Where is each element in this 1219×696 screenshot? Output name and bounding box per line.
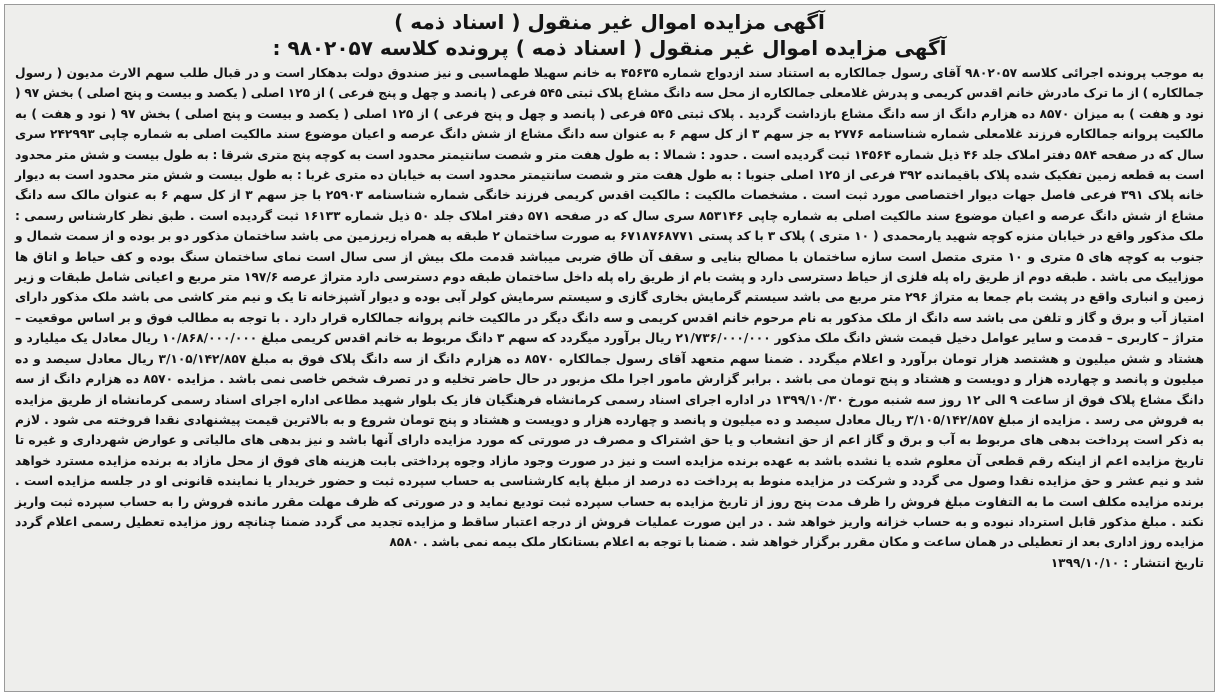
notice-case-title: آگهی مزایده اموال غیر منقول ( اسناد ذمه ) پرونده کلاسه ۹۸۰۲۰۵۷ : — [272, 36, 947, 60]
publish-date: تاریخ انتشار : ۱۳۹۹/۱۰/۱۰ — [1050, 555, 1204, 570]
notice-title: آگهی مزایده اموال غیر منقول ( اسناد ذمه ) — [394, 10, 825, 34]
notice-page — [4, 4, 1215, 692]
notice-body: به موجب پرونده اجرائی کلاسه ۹۸۰۲۰۵۷ آقای رسول جمالکاره به استناد سند ازدواج شماره ۴۵۶۳۵ به خانم سهیلا طهماسبی و نیز صندوق دولت بدهکار است و در قبال طلب سهم الارث مدیون ( رسول جمالکاره ) از ما ترک مادرش خانم اقدس کریمی و پدرش غلامعلی جمالکاره از محل سه دانگ مشاع پلاک ثبتی ۵۴۵ فرعی ( پانصد و چهل و پنج فرعی ) از ۱۲۵ اصلی ( یکصد و بیست و پنج اصلی ) بخش ۹۷ ( نود و هفت ) به میزان ۸۵۷۰ ده هزارم دانگ از سه دانگ مشاع بازداشت گردید . پلاک ثبتی ۵۴۵ فرعی ( پانصد و چهل و پنج فرعی ) از ۱۲۵ اصلی ( یکصد و بیست و پنج اصلی ) بخش ۹۷ ( نود و هفت ) به مالکیت پروانه جمالکاره فرزند غلامعلی شماره شناسنامه ۲۷۷۶ به جز سهم ۳ از کل سهم ۶ به عنوان سه دانگ مشاع از شش دانگ عرصه و اعیان موضوع سند مالکیت اصلی به شماره چاپی ۲۴۲۹۹۳ سری سال که در صفحه ۵۸۴ دفتر املاک جلد ۴۶ ذیل شماره ۱۴۵۶۴ ثبت گردیده است . حدود : شمالا : به طول هفت متر و شصت سانتیمتر محدود است به کوچه پنج متری شرقا : به طول بیست و شش متر محدود است به قطعه زمین تفکیک شده پلاک باقیمانده ۳۹۲ فرعی از ۱۲۵ اصلی جنوبا : به طول هفت متر و شصت سانتیمتر محدود است به خیابان ده متری غربا : به طول بیست و شش متر محدود است به دیوار خانه پلاک ۳۹۱ فرعی فاصل جهات دیوار اختصاصی مورد ثبت است . مشخصات مالکیت : مالکیت اقدس کریمی فرزند خانگی شماره شناسنامه ۲۵۹۰۳ با جز سهم ۳ از کل سهم ۶ به عنوان مالک سه دانگ مشاع از شش دانگ عرصه و اعیان موضوع سند مالکیت اصلی به شماره چاپی ۸۵۳۱۴۶ سری سال که در صفحه ۵۷۱ دفتر املاک جلد ۵۰ ذیل شماره ۱۶۱۳۳ ثبت گردیده است . طبق نظر کارشناس رسمی : ملک مذکور واقع در خیابان منزه کوچه شهید یارمحمدی ( ۱۰ متری ) پلاک ۳ با کد پستی ۶۷۱۸۷۶۸۷۷۱ به صورت ساختمان ۲ طبقه به همراه زیرزمین می باشد ساختمان مذکور دو بر بوده و از سمت شمال و جنوب به کوچه های ۵ متری و ۱۰ متری متصل است سازه ساختمان با مصالح بنایی و سقف آن طاق ضربی میباشد قدمت ملک بیش از سی سال است نمای ساختمان سنگ بوده و کف حیاط و اتاق ها موزاییک می باشد . طبقه دوم از طریق راه پله فلزی از حیاط دسترسی دارد و پشت بام از طریق راه پله داخل ساختمان طبقه دوم دسترسی دارد متراژ عرصه ۱۹۷/۶ متر مربع و اعیانی شامل طبقات و زیر زمین و انباری واقع در پشت بام جمعا به متراژ ۲۹۶ متر مربع می باشد سیستم گرمایش بخاری گازی و سیستم سرمایش کولر آبی بوده و دیوار آشپزخانه تا یک و نیم متر کاشی می باشد ملک مذکور دارای امتیاز آب و برق و گاز و تلفن می باشد سه دانگ از ملک مذکور به نام مرحوم خانم اقدس کریمی و سه دانگ دیگر در مالکیت خانم پروانه جمالکاره قرار دارد . با توجه به مطالب فوق و بر اساس موقعیت – متراژ – کاربری – قدمت و سایر عوامل دخیل قیمت شش دانگ ملک مذکور ۲۱/۷۳۶/۰۰۰/۰۰۰ ریال برآورد میگردد که سهم ۳ دانگ مربوط به خانم اقدس کریمی مبلغ ۱۰/۸۶۸/۰۰۰/۰۰۰ ریال معادل یک میلیارد و هشتاد و شش میلیون و هشتصد هزار تومان برآورد و اعلام میگردد . ضمنا سهم متعهد آقای رسول جمالکاره ۸۵۷۰ ده هزارم دانگ از سه دانگ پلاک فوق به مبلغ ۳/۱۰۵/۱۴۲/۸۵۷ ریال معادل سیصد و ده میلیون و پانصد و چهارده هزار و دویست و هشتاد و پنج تومان می باشد . برابر گزارش مامور اجرا ملک مزبور در حال حاضر تخلیه و در تصرف شخص خاصی نمی باشد . مزایده ۸۵۷۰ ده هزارم دانگ از سه دانگ مشاع پلاک فوق از ساعت ۹ الی ۱۲ روز سه شنبه مورخ ۱۳۹۹/۱۰/۳۰ در اداره اجرای اسناد رسمی کرمانشاه فرهنگیان فاز یک بلوار شهید مطاعی اداره اجرای اسناد رسمی کرمانشاه از طریق مزایده به فروش می رسد . مزایده از مبلغ ۳/۱۰۵/۱۴۲/۸۵۷ ریال معادل سیصد و ده میلیون و پانصد و چهارده هزار و دویست و هشتاد و پنج تومان شروع و به بالاترین قیمت پیشنهادی نقدا فروخته می شود . لازم به ذکر است پرداخت بدهی های مربوط به آب و برق و گاز اعم از حق انشعاب و یا حق اشتراک و مصرف در صورتی که مورد مزایده دارای آنها باشد و نیز بدهی های مالیاتی و عوارض شهرداری و غیره تا تاریخ مزایده اعم از اینکه رقم قطعی آن معلوم شده یا نشده باشد به عهده برنده مزایده است و نیز در صورت وجود مازاد وجوه پرداختی بابت هزینه های فوق از محل مازاد به برنده مزایده مسترد خواهد شد و نیم عشر و حق مزایده نقدا وصول می گردد و شرکت در مزایده منوط به پرداخت ده درصد از مبلغ پایه کارشناسی به حساب سپرده ثبت و حضور خریدار یا نماینده قانونی او در جلسه مزایده است . برنده مزایده مکلف است ما به التفاوت مبلغ فروش را ظرف مدت پنج روز از تاریخ مزایده به حساب سپرده ثبت تودیع نماید و در صورتی که ظرف مهلت مقرر مانده فروش را به حساب سپرده ثبت واریز نکند . مبلغ مذکور قابل استرداد نبوده و به حساب خزانه واریز خواهد شد . در این صورت عملیات فروش از درجه اعتبار ساقط و مزایده تجدید می گردد ضمنا چنانچه روز مزایده تعطیل رسمی اعلام گردد مزایده روز اداری بعد از تعطیلی در همان ساعت و مکان مقرر برگزار خواهد شد . ضمنا با توجه به اعلام بستانکار ملک بیمه نمی باشد . ۸۵۸۰ — [15, 66, 1205, 550]
